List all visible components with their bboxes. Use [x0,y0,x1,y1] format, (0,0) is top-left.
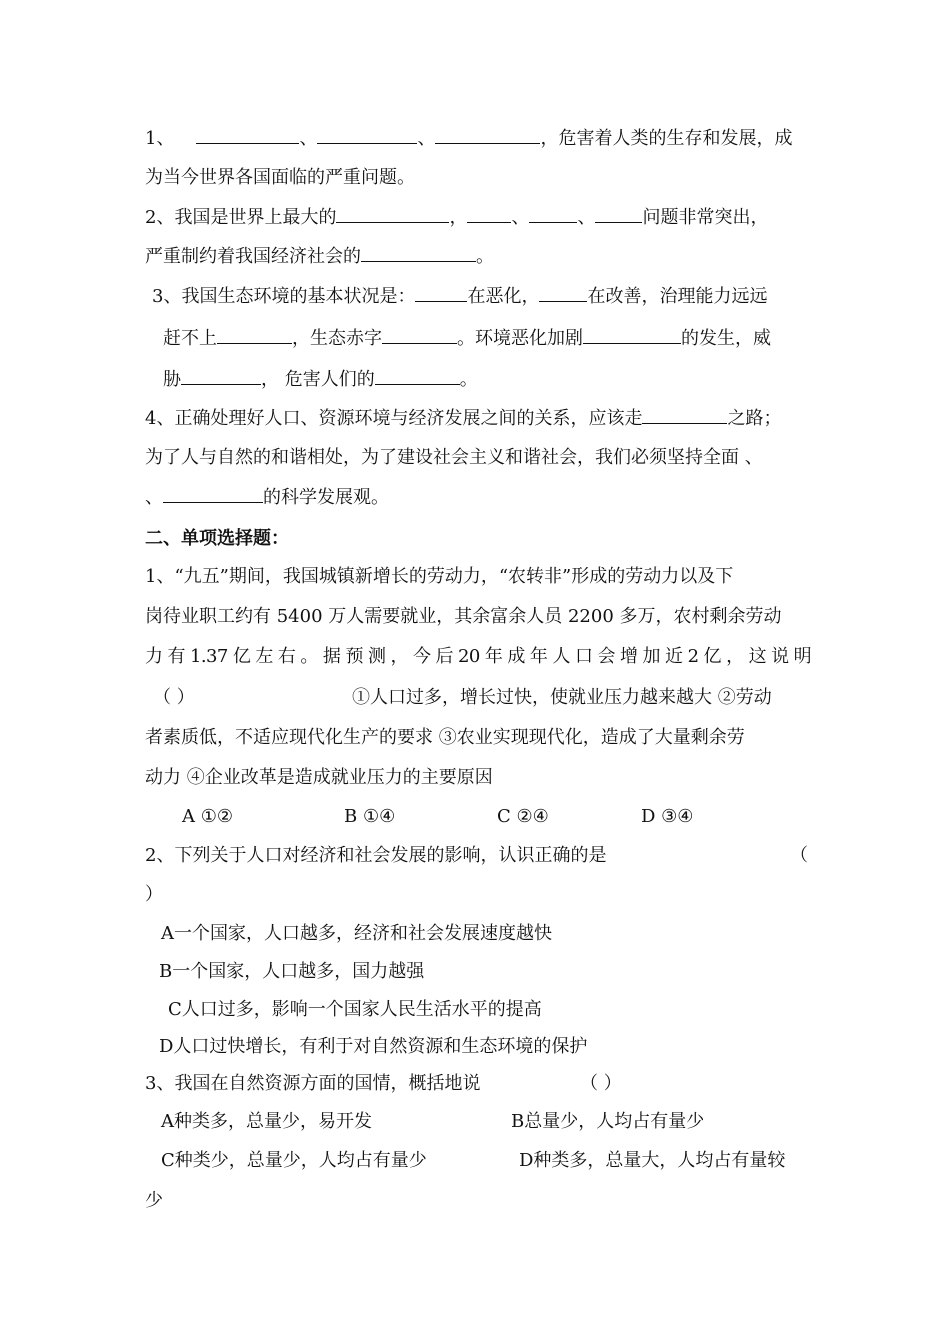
mc-q3-option-d [519,1148,785,1174]
q3-line2-mid-2: 。环境恶化加剧 [457,328,583,349]
mc-q2-stem-text: 2、下列关于人口对经济和社会发展的影响，认识正确的是 [145,845,607,866]
mc-q3-option-a-text: A种类多，总量少，易开发 [161,1111,372,1132]
mc-q3-option-c-text: C种类少，总量少，人均占有量少 [161,1150,427,1171]
mc-q2-stem [145,843,606,869]
q1-sep-1: 、 [299,128,318,149]
q4-line2-text: 为了人与自然的和谐相处，为了建设社会主义和谐社会，我们必须坚持全面 、 [145,447,763,468]
q1-sep-2: 、 [417,128,436,149]
q3-blank-4 [382,325,457,344]
q4-line3-tail: 的科学发展观。 [263,487,389,508]
mc-q2-option-c [168,997,542,1023]
q1-blank-1 [196,125,299,144]
mc-q1-line5 [145,725,745,751]
mc-q2-option-d [159,1034,587,1060]
mc-q2-bracket-close-text: ） [145,884,163,905]
mc-q2-option-c-text: C人口过多，影响一个国家人民生活水平的提高 [168,999,542,1020]
mc-q2-option-d-text: D人口过快增长，有利于对自然资源和生态环境的保护 [159,1036,588,1057]
mc-q2-option-a [161,921,552,947]
q3-line2-mid-1: ，生态赤字 [292,328,382,349]
q1-line2-text: 为当今世界各国面临的严重问题。 [145,167,415,188]
q1-blank-2 [317,125,417,144]
mc-q2-option-b [159,959,424,985]
mc-q1-line5-text: 者素质低，不适应现代化生产的要求 ③农业实现现代化，造成了大量剩余劳 [145,727,745,748]
mc-q1-option-b-text: B ①④ [344,806,396,827]
mc-q3-wrap-text: 少 [145,1190,163,1211]
q1-blank-3 [435,125,540,144]
fill-q3-line1 [152,283,767,309]
fill-q2-line2 [145,243,494,269]
q2-sep-1: ， [449,207,468,228]
fill-q4-line3 [145,484,389,510]
mc-q1-line1-text: 1、“九五”期间，我国城镇新增长的劳动力，“农转非”形成的劳动力以及下 [145,566,734,587]
q2-line2-head: 严重制约着我国经济社会的 [145,246,361,267]
q2-blank-5 [361,243,476,262]
mc-q3-bracket [580,1071,622,1097]
fill-q1-line1 [145,125,792,151]
mc-q3-wrap [145,1188,163,1214]
q4-head: 4、正确处理好人口、资源环境与经济发展之间的关系，应该走 [145,408,643,429]
q3-line2-head: 赶不上 [163,328,217,349]
q2-blank-2 [467,204,511,223]
fill-q2-line1 [145,204,768,230]
fill-q3-line3 [163,366,478,392]
mc-q1-option-b [344,804,395,830]
mc-q2-option-b-text: B一个国家，人口越多，国力越强 [159,961,425,982]
mc-q3-option-c [161,1148,427,1174]
mc-q2-option-a-text: A一个国家，人口越多，经济和社会发展速度越快 [161,923,552,944]
q3-tail: 在改善，治理能力远远 [587,286,768,307]
mc-q1-option-a-text: A ①② [182,806,233,827]
q3-blank-2 [539,283,587,302]
q3-blank-3 [217,325,292,344]
q3-blank-1 [415,283,467,302]
mc-q3-option-b-text: B总量少，人均占有量少 [511,1111,705,1132]
mc-q2-bracket-open-text: （ [790,845,808,866]
fill-q4-line1 [145,405,781,431]
mc-q1-bracket [153,685,195,711]
q2-blank-1 [336,204,449,223]
mc-q1-line3 [145,644,811,670]
mc-q3-option-d-text: D种类多，总量大，人均占有量较 [519,1150,786,1171]
section-title [145,526,289,552]
mc-q1-option-d-text: D ③④ [641,806,694,827]
mc-q1-line6-text: 动力 ④企业改革是造成就业压力的主要原因 [145,767,493,788]
q2-blank-3 [529,204,577,223]
q2-blank-4 [595,204,642,223]
mc-q3-stem-text: 3、我国在自然资源方面的国情，概括地说 [145,1073,481,1094]
q2-line2-tail: 。 [476,246,494,267]
q3-blank-7 [375,366,460,385]
q2-head: 2、我国是世界上最大的 [145,207,337,228]
q4-blank-2 [163,484,263,503]
mc-q1-answer-bracket: （ ） [153,687,195,708]
q3-line2-tail: 的发生，威 [681,328,771,349]
q3-line3-mid: ， 危害人们的 [261,369,375,390]
mc-q1-line2-text: 岗待业职工约有 5400 万人需要就业，其余富余人员 2200 多万，农村剩余劳动 [145,606,782,627]
fill-q3-line2 [163,325,771,351]
mc-q1-line2 [145,604,782,630]
mc-q1-line1 [145,564,733,590]
q2-sep-3: 、 [577,207,596,228]
q1-tail: ，危害着人类的生存和发展，成 [540,128,793,149]
q3-blank-5 [583,325,681,344]
fill-q1-line2 [145,165,415,191]
mc-q1-option-c [497,804,549,830]
q4-blank-1 [642,405,727,424]
mc-q2-bracket-open [790,843,808,869]
q4-line3-head: 、 [145,487,163,508]
q3-mid-1: 在恶化， [467,286,540,307]
mc-q3-option-a [161,1109,372,1135]
q3-line3-tail: 。 [459,369,478,390]
section-title-text: 二、单项选择题： [145,528,289,549]
mc-q1-option-c-text: C ②④ [497,806,549,827]
mc-q3-option-b [511,1109,704,1135]
q1-number: 1、 [145,128,175,149]
mc-q3-stem [145,1071,480,1097]
q2-tail: 问题非常突出， [642,207,769,228]
mc-q3-answer-bracket: （ ） [580,1073,622,1094]
q3-blank-6 [181,366,261,385]
mc-q2-bracket-close [145,882,163,908]
mc-q1-line3-text: 力 有 1.37 亿 左 右 。 据 预 测 ， 今 后 20 年 成 年 人 口 会 增 加 近 2 亿 ， 这 说 明 [145,646,812,667]
q3-line3-head: 胁 [163,369,181,390]
fill-q4-line2 [145,445,763,471]
mc-q1-line4 [352,685,772,711]
mc-q1-line4-text: ①人口过多，增长过快，使就业压力越来越大 ②劳动 [352,687,772,708]
mc-q1-option-d [641,804,693,830]
mc-q1-line6 [145,765,493,791]
q3-head: 3、我国生态环境的基本状况是： [152,286,416,307]
mc-q1-option-a [182,804,233,830]
q4-tail: 之路； [727,408,782,429]
q2-sep-2: 、 [511,207,530,228]
